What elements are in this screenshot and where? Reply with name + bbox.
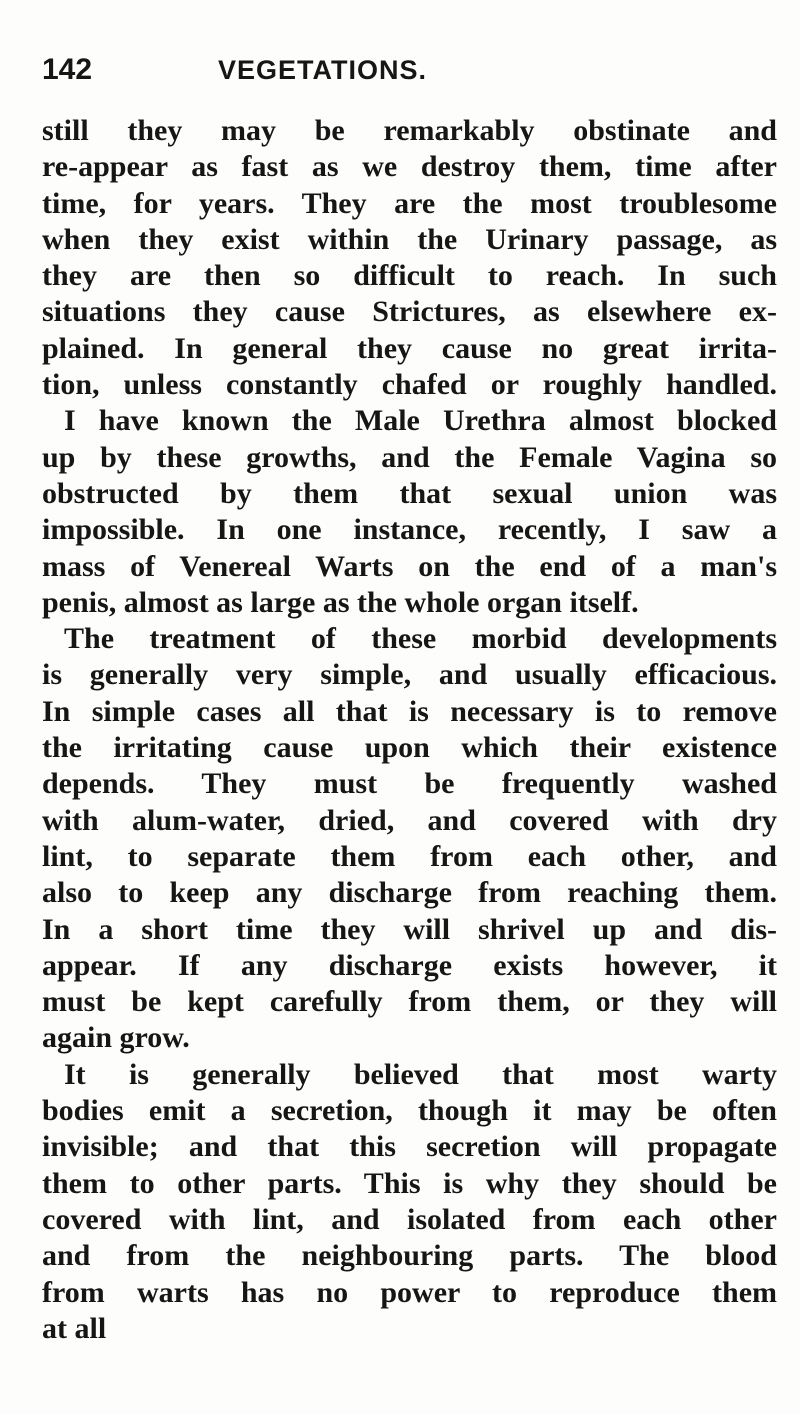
text-line: plained. In general they cause no great irrita- xyxy=(42,331,777,365)
text-line: also to keep any discharge from reaching them. xyxy=(42,876,777,910)
text-line: I have known the Male Urethra almost blocked xyxy=(64,404,777,438)
text-line: situations they cause Strictures, as elsewhere ex- xyxy=(42,295,777,329)
body-text xyxy=(42,113,777,1347)
text-line: them to other parts. This is why they should be xyxy=(42,1166,777,1200)
text-line: appear. If any discharge exists however, it xyxy=(42,948,777,982)
text-line: when they exist within the Urinary passage, as xyxy=(42,222,777,256)
text-line: still they may be remarkably obstinate and xyxy=(42,114,777,147)
text-line: time, for years. They are the most troublesome xyxy=(42,186,777,220)
text-line: is generally very simple, and usually efficacious. xyxy=(42,658,777,692)
page-number: 142 xyxy=(42,53,93,86)
text-line: bodies emit a secretion, though it may be often xyxy=(42,1094,777,1128)
text-line: depends. They must be frequently washed xyxy=(42,767,777,801)
text-line: penis, almost as large as the whole organ itself. xyxy=(42,585,639,619)
text-line: up by these growths, and the Female Vagina so xyxy=(42,440,777,474)
text-line: In a short time they will shrivel up and dis- xyxy=(42,912,777,946)
text-line: impossible. In one instance, recently, I saw a xyxy=(42,513,777,547)
text-line: at all xyxy=(42,1311,107,1345)
text-line: mass of Venereal Warts on the end of a man's xyxy=(42,549,777,583)
text-line: In simple cases all that is necessary is to remove xyxy=(42,694,777,728)
text-line: the irritating cause upon which their existence xyxy=(42,731,777,765)
text-line: obstructed by them that sexual union was xyxy=(42,476,777,510)
text-line: from warts has no power to reproduce them xyxy=(42,1275,777,1309)
text-line: must be kept carefully from them, or they will xyxy=(42,985,777,1019)
text-line: covered with lint, and isolated from each other xyxy=(42,1202,777,1236)
running-title: VEGETATIONS. xyxy=(218,55,428,85)
text-line: again grow. xyxy=(42,1021,190,1055)
text-line: and from the neighbouring parts. The blood xyxy=(42,1239,777,1273)
text-line: they are then so difficult to reach. In such xyxy=(42,259,777,293)
text-line: re-appear as fast as we destroy them, time after xyxy=(42,150,777,184)
text-line: with alum-water, dried, and covered with dry xyxy=(42,803,777,837)
running-head xyxy=(42,50,762,90)
text-line: lint, to separate them from each other, and xyxy=(42,839,777,873)
text-line: tion, unless constantly chafed or roughly handled. xyxy=(42,368,777,402)
text-line: The treatment of these morbid developments xyxy=(64,622,777,656)
text-line: It is generally believed that most warty xyxy=(64,1057,777,1091)
text-line: invisible; and that this secretion will propagate xyxy=(42,1130,777,1164)
